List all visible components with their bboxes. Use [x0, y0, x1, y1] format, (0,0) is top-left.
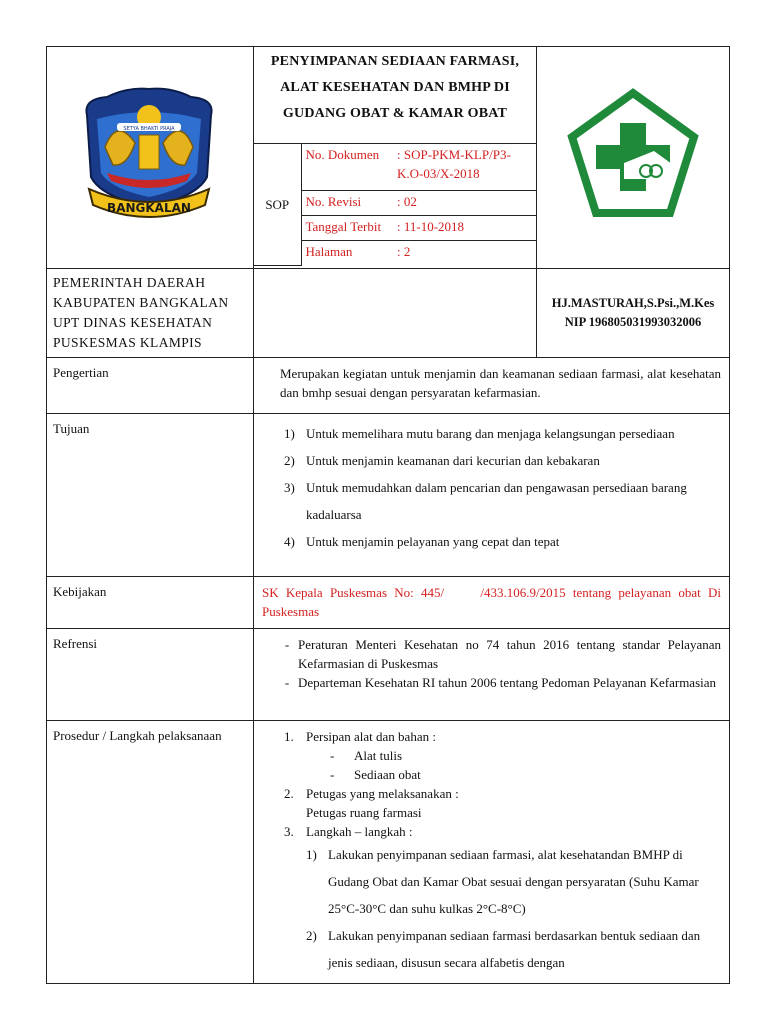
regency-logo-cell — [47, 47, 254, 269]
step-2: 2. Petugas yang melaksanakan : — [284, 786, 459, 801]
section-label-tujuan: Tujuan — [47, 414, 254, 577]
organization-block: PEMERINTAH DAERAH KABUPATEN BANGKALAN UPT DINAS KESEHATAN PUSKESMAS KLAMPIS — [47, 269, 254, 358]
prosedur-content — [254, 721, 730, 984]
list-item: 3) Untuk memudahkan dalam pencarian dan pengawasan persediaan barang kadaluarsa — [284, 480, 687, 522]
meta-table — [254, 144, 536, 266]
step-3: 3. Langkah – langkah : — [284, 824, 413, 839]
meta-value-revisi: : 02 — [397, 190, 536, 215]
sop-table — [46, 46, 730, 984]
meta-value-dokumen: : SOP-PKM-KLP/P3-K.O-03/X-2018 — [397, 144, 536, 190]
empty-cell — [254, 269, 537, 358]
bangkalan-logo — [47, 47, 252, 263]
list-item: - Sediaan obat — [330, 767, 421, 782]
list-item: 2) Lakukan penyimpanan sediaan farmasi berdasarkan bentuk sediaan dan jenis sediaan, disusun secara alfabetis dengan — [306, 928, 701, 970]
puskesmas-logo-cell — [537, 47, 730, 269]
kebijakan-text: SK Kepala Puskesmas No: 445/ /433.106.9/2015 tentang pelayanan obat Di Puskesmas — [254, 577, 730, 629]
list-item: 1) Lakukan penyimpanan sediaan farmasi, alat kesehatandan BMHP di Gudang Obat dan Kamar Obat sesuai dengan persyaratan (Suhu Kamar 25°C-30°C dan suhu kulkas 2°C-8°C) — [306, 847, 699, 916]
pengertian-text: Merupakan kegiatan untuk menjamin dan keamanan sediaan farmasi, alat kesehatan dan bmhp sesuai dengan persyaratan kefarmasian. — [254, 358, 730, 414]
meta-label-tanggal: Tanggal Terbit — [301, 216, 397, 241]
list-item: - Departeman Kesehatan RI tahun 2006 tentang Pedoman Pelayanan Kefarmasian — [284, 675, 717, 690]
signatory-block — [537, 269, 730, 358]
header-center — [254, 47, 537, 269]
section-label-pengertian: Pengertian — [47, 358, 254, 414]
sop-label: SOP — [254, 144, 301, 266]
step-1: 1. Persipan alat dan bahan : — [284, 729, 436, 744]
list-item: 4) Untuk menjamin pelayanan yang cepat dan tepat — [284, 534, 560, 549]
section-label-refrensi: Refrensi — [47, 629, 254, 721]
meta-value-tanggal: : 11-10-2018 — [397, 216, 536, 241]
meta-value-halaman: : 2 — [397, 241, 536, 266]
refrensi-list — [254, 629, 730, 721]
meta-label-revisi: No. Revisi — [301, 190, 397, 215]
document-title: PENYIMPANAN SEDIAAN FARMASI, ALAT KESEHATAN DAN BMHP DI GUDANG OBAT & KAMAR OBAT — [254, 47, 536, 144]
signatory-name: HJ.MASTURAH,S.Psi.,M.Kes — [551, 296, 715, 310]
puskesmas-logo — [558, 85, 708, 225]
signatory-nip: NIP 196805031993032006 — [564, 315, 702, 329]
svg-text:SETYA BHAKTI PRAJA: SETYA BHAKTI PRAJA — [123, 126, 175, 132]
meta-label-halaman: Halaman — [301, 241, 397, 266]
section-label-prosedur: Prosedur / Langkah pelaksanaan — [47, 721, 254, 984]
meta-label-dokumen: No. Dokumen — [301, 144, 397, 190]
list-item: - Peraturan Menteri Kesehatan no 74 tahun 2016 tentang standar Pelayanan Kefarmasian di Puskesmas — [284, 637, 721, 671]
section-label-kebijakan: Kebijakan — [47, 577, 254, 629]
list-item: - Alat tulis — [330, 748, 403, 763]
svg-text:BANGKALAN: BANGKALAN — [107, 201, 191, 215]
list-item: 1) Untuk memelihara mutu barang dan menjaga kelangsungan persediaan — [284, 426, 675, 441]
tujuan-list — [254, 414, 730, 577]
list-item: 2) Untuk menjamin keamanan dari kecurian dan kebakaran — [284, 453, 600, 468]
step-2-detail: Petugas ruang farmasi — [306, 805, 422, 820]
sop-document — [46, 46, 729, 984]
